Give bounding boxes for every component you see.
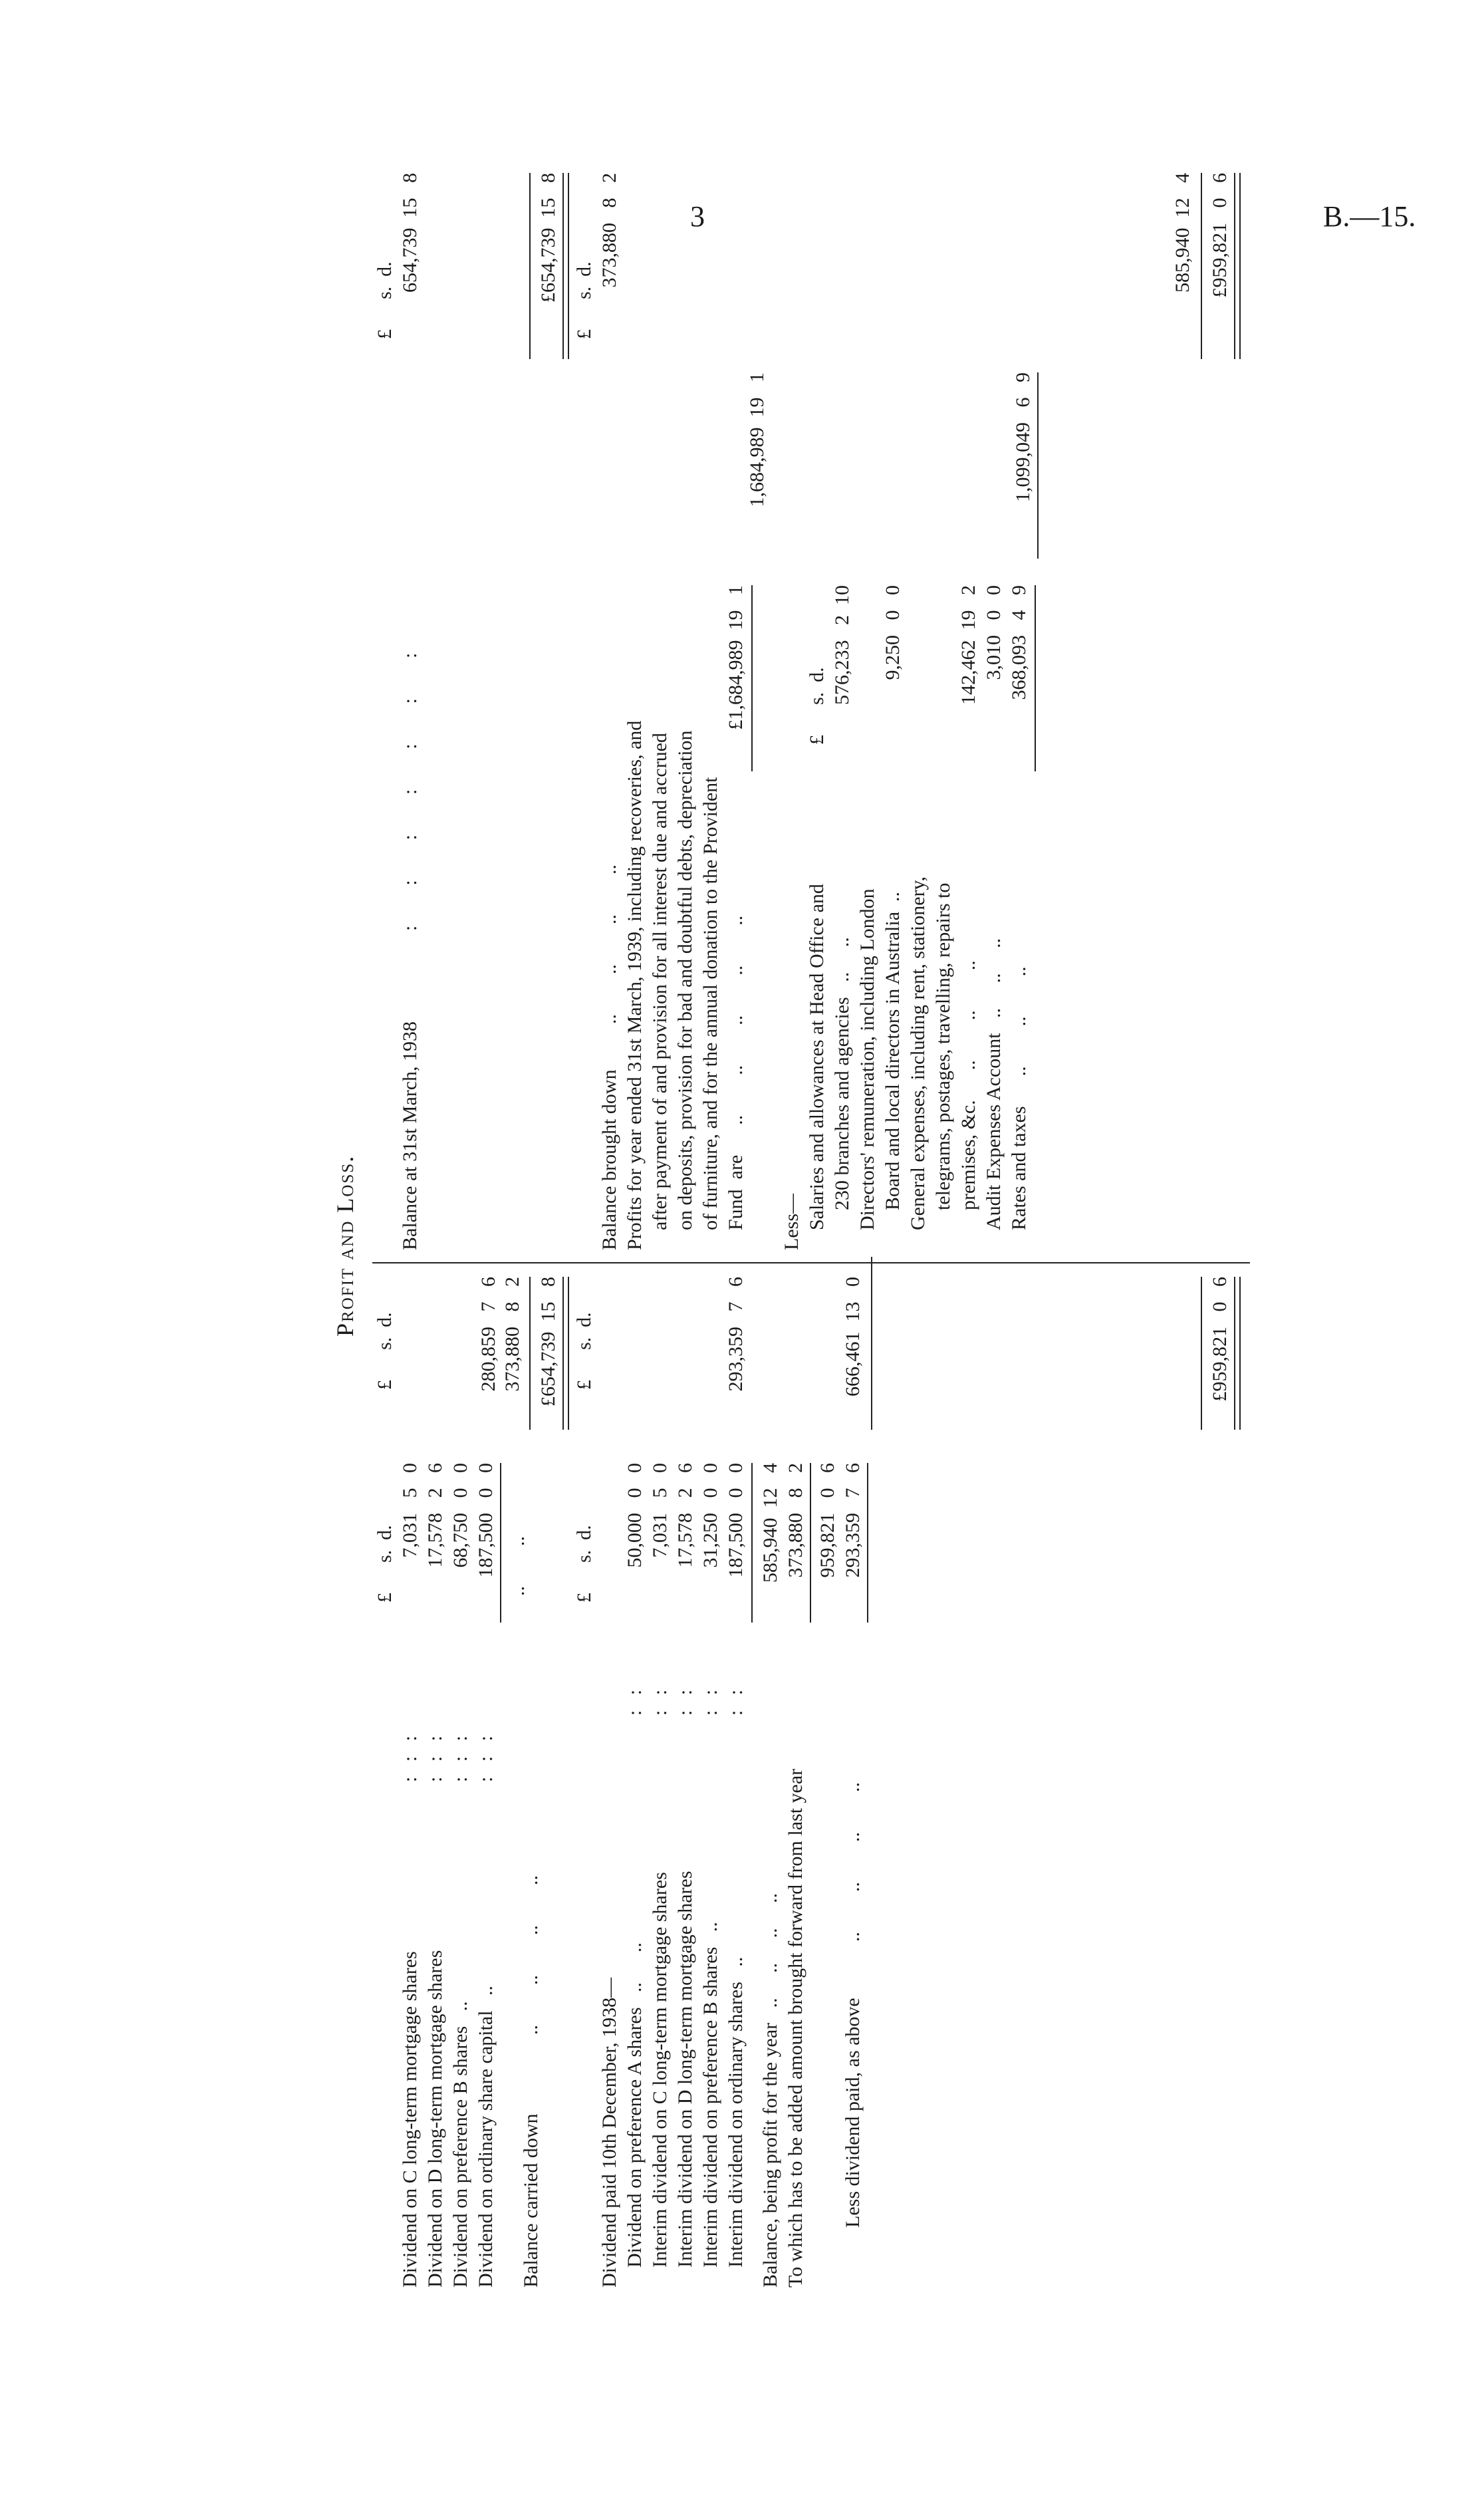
balance-profit-amount: 585,940 12 4 [759, 1463, 781, 1583]
debit2-header-outer: £ s. d. [573, 1312, 595, 1390]
debit-row-label: Dividend on ordinary share capital .. [475, 1985, 497, 2288]
rule [751, 585, 753, 771]
credit-block2-total: £959,821 0 6 [1209, 173, 1231, 298]
double-rule [1234, 1277, 1241, 1430]
less-header: £ s. d. [806, 667, 828, 745]
debit2-row-label: Interim dividend on C long-term mortgage shares [649, 1872, 671, 2268]
brought-down-amount: 373,880 8 2 [598, 173, 620, 288]
debit-row-amount: 7,031 5 0 [399, 1463, 421, 1558]
less-item-amount: 576,233 2 10 [831, 585, 853, 705]
rule [871, 1257, 872, 1430]
less-item-line: Board and local directors in Australia .. [882, 891, 904, 1210]
page-reference: B.—15. [1323, 200, 1416, 233]
rule [529, 1277, 531, 1430]
debit-row-dots: : : : [424, 1735, 446, 1782]
profits-line: Profits for year ended 31st March, 1939, including recoveries, and [624, 720, 646, 1250]
double-rule [1234, 173, 1241, 359]
debit2-row-dots: : : [699, 1689, 721, 1716]
debit-row-amount: 187,500 0 0 [475, 1463, 497, 1578]
less-item-line: General expenses, including rent, stationery, [907, 876, 929, 1230]
balance-1938-label: Balance at 31st March, 1938 [399, 1021, 421, 1250]
rule [810, 1463, 811, 1623]
statement-title: Profit and Loss. [332, 1154, 358, 1337]
profits-line: after payment of and provision for all interest due and accrued [649, 732, 671, 1230]
profits-line: on deposits, provision for bad and doubtful debts, depreciation [674, 730, 696, 1230]
profits-line: Fund are .. .. .. .. .. [725, 915, 747, 1230]
less-total: 1,099,049 6 9 [1012, 372, 1034, 502]
profit-and-loss-statement [332, 160, 1343, 2288]
rule [1037, 372, 1039, 559]
less-item-amount: 368,093 4 9 [1008, 585, 1030, 700]
less-item-line: premises, &c. .. .. .. [957, 960, 979, 1210]
double-rule [562, 1277, 569, 1430]
debit2-row-label: Interim dividend on preference B shares .. [699, 1922, 721, 2268]
debit-block1-total: £654,739 15 8 [537, 1277, 559, 1406]
debit-dots-right: .. .. [507, 1536, 529, 1596]
balance-profit-label: Balance, being profit for the year .. .. .. .. [759, 1893, 781, 2288]
less-item-amount: 142,462 19 2 [957, 585, 979, 705]
less-item-amount: 9,250 0 0 [882, 585, 904, 680]
debit2-row-label: Interim dividend on ordinary shares .. [725, 1956, 747, 2268]
balance-carried-down-dots: .. .. .. .. [520, 1875, 542, 2035]
debit2-row-amount: 7,031 5 0 [649, 1463, 671, 1558]
debit2-row-dots: : : [725, 1689, 747, 1716]
debit2-row-label: Interim dividend on D long-term mortgage shares [674, 1871, 696, 2268]
debit-row-dots: : : : [475, 1735, 497, 1782]
debit-header-outer: £ s. d. [374, 1312, 396, 1390]
balance-carried-down-label: Balance carried down [520, 2113, 542, 2288]
debit-row-dots: : : : [399, 1735, 421, 1782]
double-rule [562, 173, 569, 359]
less-item-line: telegrams, postages, travelling, repairs to [932, 882, 954, 1210]
balance-1938-amount: 654,739 15 8 [399, 173, 421, 293]
debit-row-amount: 17,578 2 6 [424, 1463, 446, 1568]
net-profit: 585,940 12 4 [1172, 173, 1193, 293]
less-dividend-dots: .. .. .. .. [842, 1782, 864, 1942]
less-dividend-amount: 293,359 7 6 [842, 1463, 864, 1578]
rule [867, 1463, 868, 1623]
debit2-row-dots: : : [674, 1689, 696, 1716]
debit-row-dots: : : : [449, 1735, 471, 1782]
rule [751, 1463, 753, 1623]
brought-forward-label: To which has to be added amount brought forward from last year [785, 1768, 806, 2288]
less-item-amount: 3,010 0 0 [983, 585, 1005, 680]
profits-right: 1,684,989 19 1 [746, 372, 768, 507]
dividend-paid-total: 293,359 7 6 [725, 1277, 747, 1392]
debit-row-label: Dividend on D long-term mortgage shares [424, 1950, 446, 2288]
balance-1938-dots: : : : : : : : [399, 652, 421, 931]
credit-block1-total: £654,739 15 8 [537, 173, 559, 303]
debit2-row-amount: 31,250 0 0 [699, 1463, 721, 1568]
brought-forward-amount: 373,880 8 2 [785, 1463, 806, 1578]
credit-header: £ s. d. [374, 261, 396, 339]
less-item-line: Audit Expenses Account .. .. .. [983, 938, 1005, 1230]
less-intro: Less— [781, 1194, 803, 1250]
less-item-line: 230 branches and agencies .. .. [831, 937, 853, 1210]
brought-down-dots: .. .. .. .. [598, 864, 620, 1024]
debit2-header-inner: £ s. d. [573, 1525, 595, 1603]
debit-block2-total: £959,821 0 6 [1209, 1277, 1231, 1402]
brought-down-label: Balance brought down [598, 1069, 620, 1250]
debit-row-label: Dividend on preference B shares .. [449, 2001, 471, 2288]
rule [1035, 585, 1036, 771]
debit2-row-label: Dividend on preference A shares .. .. [624, 1942, 646, 2268]
less-item-line: Directors' remuneration, including London [856, 888, 878, 1230]
page-number: 3 [690, 200, 705, 233]
debit2-row-dots: : : [624, 1689, 646, 1716]
debit2-right-less: 666,461 13 0 [842, 1277, 864, 1396]
debit-row-amount: 68,750 0 0 [449, 1463, 471, 1568]
debit2-row-amount: 17,578 2 6 [674, 1463, 696, 1568]
debit-row-label: Dividend on C long-term mortgage shares [399, 1951, 421, 2288]
debit2-subtotal: 959,821 0 6 [816, 1463, 838, 1578]
profits-line: of furniture, and for the annual donation to the Provident [699, 777, 721, 1230]
debit-sum-dividends: 280,859 7 6 [477, 1277, 499, 1392]
less-item-line: Salaries and allowances at Head Office and [806, 884, 828, 1230]
less-item-line: Rates and taxes .. .. .. [1008, 966, 1030, 1230]
rule [500, 1463, 501, 1623]
center-divider [372, 1262, 1250, 1263]
less-dividend-label: Less dividend paid, as above [842, 1998, 864, 2228]
balance-carried-down-amount: 373,880 8 2 [501, 1277, 523, 1392]
debit2-row-amount: 50,000 0 0 [624, 1463, 646, 1568]
debit2-row-amount: 187,500 0 0 [725, 1463, 747, 1578]
rule [1201, 1277, 1202, 1430]
credit2-header: £ s. d. [573, 261, 595, 339]
debit-header-inner: £ s. d. [374, 1525, 396, 1603]
rule [1201, 173, 1202, 359]
dividend-paid-intro: Dividend paid 10th December, 1938— [598, 1977, 620, 2288]
profits-amount: £1,684,989 19 1 [725, 585, 747, 730]
debit2-row-dots: : : [649, 1689, 671, 1716]
rule [529, 173, 531, 359]
